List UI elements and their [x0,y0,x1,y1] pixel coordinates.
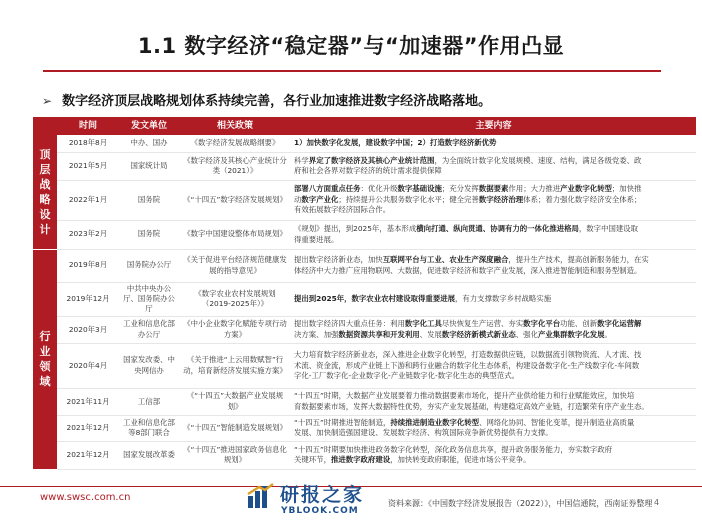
content-text: 发展、加快制造强国建设、发展数字经济、构筑国际竞争新优势提供有力支撑。 [294,428,553,438]
content-text: ，加快转变政府职能，促进市场公平竞争。 [390,455,531,465]
policy-cell: 《中小企业数字化赋能专项行动方案》 [179,316,291,343]
policy-table [33,117,696,470]
content-line [294,371,693,381]
header-category [33,117,57,135]
policy-table-container [33,117,696,472]
content-cell [291,282,696,316]
content-line [294,350,693,360]
content-text: ：优化升级 [360,184,398,194]
content-cell [291,152,696,180]
header-unit: 发文单位 [119,117,179,135]
content-emphasis: 横向打通、纵向贯通、协调有力的一体化推进格局 [416,224,579,234]
content-line [294,235,693,245]
content-text: 提出数字经济四大重点任务：利用 [294,319,405,329]
content-line [294,455,693,465]
content-text: “十四五”时期要加快推进政务数字化转型，深化政务信息共享，提升政务服务能力，夯实数字政府 [294,444,613,454]
content-line [294,319,693,329]
content-line [294,445,693,455]
table-row [33,135,696,152]
content-text: 动 [294,194,302,204]
policy-cell: 《数字中国建设整体布局规划》 [179,220,291,249]
content-text: ，为全面统计数字化发展规模、速度、结构，满足各级党委、政 [434,155,642,165]
watermark-logo-cn: 研报之家 [280,484,365,506]
content-cell [291,388,696,415]
watermark-logo-icon [246,482,276,512]
table-row [33,282,696,316]
content-emphasis: 1）加快数字化发展，建设数字中国；2）打造数字经济新优势 [294,138,497,148]
content-text: 体经济中大力推广应用物联网、大数据，促进数字经济和数字产业发展，深入推进智能制造和服务型制造。 [294,265,642,275]
policy-cell: 《“十四五”推进国家政务信息化规划》 [179,441,291,469]
unit-cell: 中办、国办 [119,135,179,152]
footer-website: www.swsc.com.cn [40,492,131,503]
key-point [42,90,491,109]
category-label: 行业领域 [39,330,51,389]
date-cell: 2019年8月 [57,249,119,282]
content-emphasis: 提出到2025年，数字农业农村建设取得重要进展 [294,293,455,303]
table-row [33,249,696,282]
content-emphasis: 数字化平台 [523,319,561,329]
content-line [294,418,693,428]
content-emphasis: 数据资源共享和开发利用 [338,329,420,339]
content-line [294,205,693,215]
policy-cell: 《关于促进平台经济规范健康发展的指导意见》 [179,249,291,282]
content-emphasis: 数字化运营解 [597,319,642,329]
content-text: 功能、创新 [560,319,598,329]
unit-cell: 中共中央办公厅、国务院办公厅 [119,282,179,316]
content-cell [291,180,696,220]
policy-cell: 《“十四五”数字经济发展规划》 [179,180,291,220]
content-text: 术流、资金流，形成产业链上下游和跨行业融合的数字化生态体系，构建设备数字化-生产线数字化-车间数 [294,360,640,370]
content-cell [291,220,696,249]
date-cell: 2019年12月 [57,282,119,316]
content-emphasis: 数字经济新模式新业态 [441,329,516,339]
policy-cell: 《数字农业农村发展规划（2019-2025年）》 [179,282,291,316]
content-emphasis: 产业集群数字化发展 [537,329,605,339]
unit-cell: 国务院办公厅 [119,249,179,282]
content-line [294,266,693,276]
unit-cell: 国家发展改革委 [119,441,179,469]
content-text: 作用；大力推进 [508,184,561,194]
policy-cell: 《“十四五”智能制造发展规划》 [179,415,291,441]
content-emphasis: 数字产业化 [301,194,339,204]
content-line [294,428,693,438]
source-note: 资料来源：《中国数字经济发展报告（2022）》，中国信通院，西南证券整理 [388,499,653,508]
category-label: 顶层战略设计 [39,147,51,236]
key-point-text: 数字经济顶层战略规划体系持续完善，各行业加速推进数字经济战略落地。 [62,94,492,109]
content-emphasis: 数字化工具 [404,319,442,329]
content-emphasis: 数字经济治理 [478,194,524,204]
content-text: 字化-工厂数字化-企业数字化-产业链数字化-数字化生态的典型范式。 [294,370,519,380]
table-row [33,441,696,469]
date-cell: 2020年4月 [57,343,119,388]
page-number: 4 [654,498,660,507]
policy-cell: 《数字经济发展战略纲要》 [179,135,291,152]
date-cell: 2021年5月 [57,152,119,180]
content-text: 、网络化协同、智能化变革，提升制造业高质量 [479,417,635,427]
content-line [294,156,693,166]
category-cell [33,249,57,469]
date-cell: 2021年12月 [57,441,119,469]
content-line [294,184,693,194]
content-line [294,195,693,205]
table-row [33,220,696,249]
header-policy: 相关政策 [179,117,291,135]
content-text: 《规划》提出，到2025年，基本形成 [294,224,417,234]
unit-cell: 国家统计局 [119,152,179,180]
content-text: 、强化 [515,329,538,339]
content-text: 体系；着力强化数字经济安全体系； [523,194,642,204]
content-emphasis: 持续推进制造业数字化转型 [390,417,480,427]
date-cell: 2021年12月 [57,415,119,441]
header-content: 主要内容 [291,117,696,135]
date-cell: 2021年11月 [57,388,119,415]
watermark-logo [246,480,396,520]
table-row [33,152,696,180]
content-line [294,166,693,176]
content-emphasis: 部署八方面重点任务 [294,184,361,194]
title-divider [43,70,661,72]
content-text: 府和社会各界对数字经济的统计需求提供保障 [294,166,442,175]
content-line [294,402,693,412]
content-text: 尽快恢复生产运营、夯实 [441,319,524,329]
table-row [33,415,696,441]
content-line [294,361,693,371]
unit-cell: 国家发改委、中央网信办 [119,343,179,388]
content-line [294,224,693,234]
content-emphasis: 数字基础设施 [397,184,442,194]
content-line [294,138,693,148]
content-text: 。 [604,329,612,339]
content-emphasis: 数据要素 [478,184,509,194]
content-cell [291,316,696,343]
content-cell [291,441,696,469]
content-cell [291,249,696,282]
policy-cell: 《数字经济及其核心产业统计分类（2021）》 [179,152,291,180]
policy-cell: 《“十四五”大数据产业发展规划》 [179,388,291,415]
content-text: 得重要进展。 [294,234,339,244]
content-text: ，数字中国建设取 [578,224,639,234]
content-text: 决方案、加强 [294,329,339,339]
content-emphasis: 推进数字政府建设 [330,455,391,465]
content-text: 提出数字经济新业态，加快 [294,255,383,265]
date-cell: 2023年2月 [57,220,119,249]
content-emphasis: 界定了数字经济及其核心产业统计范围 [308,155,435,165]
content-text: 科学 [294,155,309,165]
content-text: ；加快推 [611,184,642,194]
policy-cell: 《关于推进“上云用数赋智”行动，培育新经济发展实施方案》 [179,343,291,388]
content-text: “十四五”时期推进智能制造， [294,417,391,427]
header-date: 时间 [57,117,119,135]
table-row [33,316,696,343]
date-cell: 2018年8月 [57,135,119,152]
content-line [294,330,693,340]
content-text: 关键环节， [294,455,331,465]
content-emphasis: 互联网平台与工业、农业生产深度融合 [382,255,509,265]
table-row [33,388,696,415]
content-text: ，提升生产技术，提高创新服务能力，在实 [508,255,649,265]
table-row [33,180,696,220]
content-line [294,255,693,265]
category-cell [33,135,57,249]
content-emphasis: 产业数字化转型 [560,184,612,194]
content-text: ，有力支撑数字乡村战略实施 [455,293,552,303]
unit-cell: 国务院 [119,220,179,249]
content-text: ；持续提升公共服务数字化水平；健全完善 [338,194,479,204]
table-row [33,343,696,388]
content-text: “十四五”时期，大数据产业发展要着力推动数据要素市场化，提升产业供给能力和行业赋能效应，加快培 [294,391,635,401]
watermark-logo-en: YBLOOK.COM [281,506,359,516]
unit-cell: 工业和信息化部等8部门联合 [119,415,179,441]
content-line [294,391,693,401]
content-line [294,294,693,304]
content-text: 大力培育数字经济新业态，深入推进企业数字化转型，打造数据供应链，以数据流引领物资流、人才流、技 [294,350,642,360]
arrow-bullet-icon: ➢ [42,94,53,108]
content-text: 育数据要素市场，发挥大数据特性优势，夯实产业发展基础，构建稳定高效产业链，打造繁荣有序产业生态。 [294,401,649,411]
unit-cell: 工信部 [119,388,179,415]
content-cell [291,135,696,152]
content-text: 有效拓展数字经济国际合作。 [294,205,391,215]
content-cell [291,415,696,441]
table-header-row [33,117,696,135]
unit-cell: 工业和信息化部办公厅 [119,316,179,343]
date-cell: 2020年3月 [57,316,119,343]
date-cell: 2022年1月 [57,180,119,220]
content-cell [291,343,696,388]
page-title: 1.1 数字经济“稳定器”与“加速器”作用凸显 [137,34,565,58]
content-text: 、发展 [419,329,442,339]
unit-cell: 国务院 [119,180,179,220]
content-text: ；充分发挥 [441,184,479,194]
